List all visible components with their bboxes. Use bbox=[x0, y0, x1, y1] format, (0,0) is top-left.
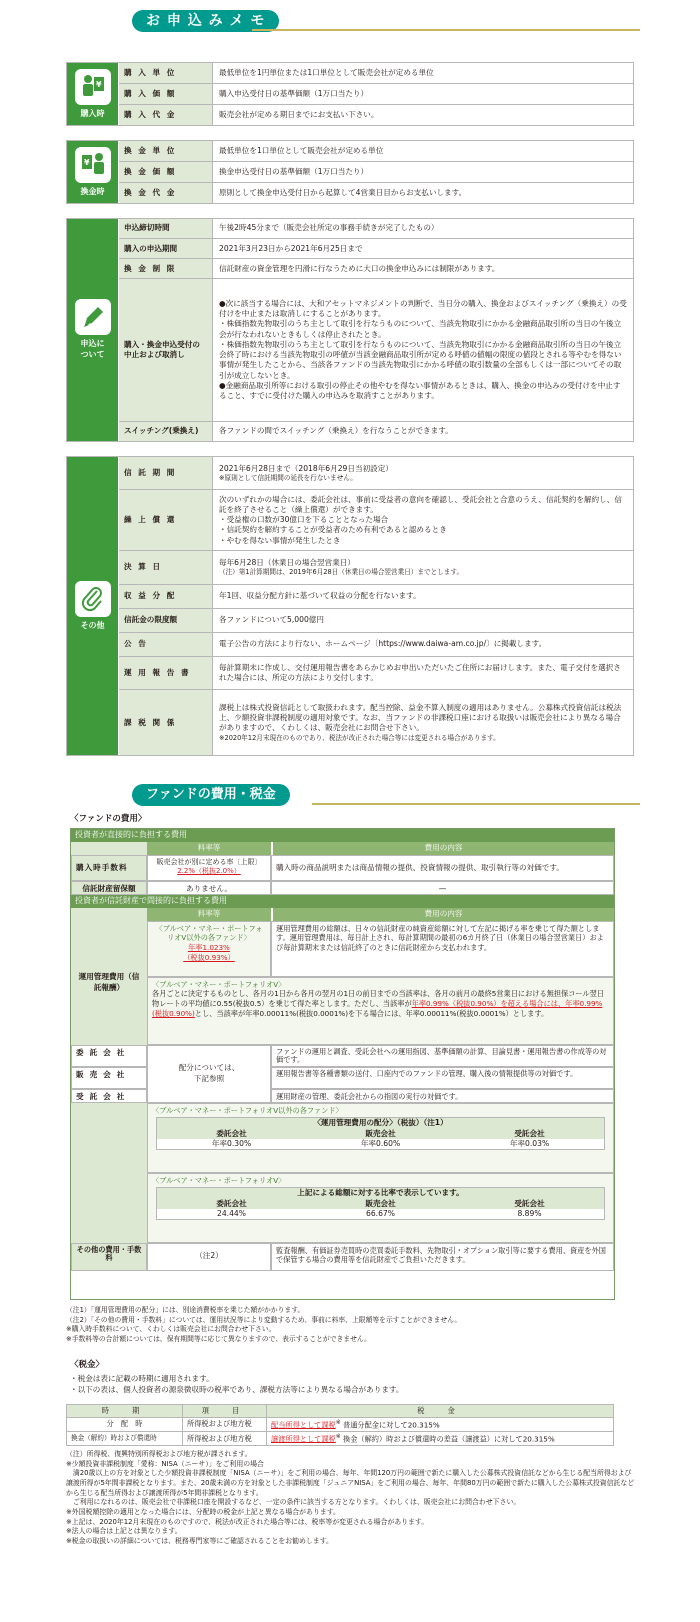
row-value-text: 次のいずれかの場合には、委託会社は、事前に受益者の意向を確認し、受託会社と合意のうえ、信託契約を解約し、信託を終了させること（繰上償還）ができます。 ・受益権の口数が30億口を下ることとなった場合 ・信託契約を解約することが受益者のため有利であると認めるとき ・やむを得ない事情が発生したとき bbox=[219, 494, 622, 545]
paperclip-icon bbox=[75, 581, 111, 617]
purchase-rows-row bbox=[119, 63, 633, 84]
row-value bbox=[213, 183, 633, 203]
row-value bbox=[213, 690, 633, 755]
other-fee-rate: （注2） bbox=[147, 1243, 271, 1271]
fee-notes bbox=[66, 1306, 636, 1344]
mgmt-b-cell bbox=[147, 977, 614, 1045]
redeem-rows-row bbox=[119, 183, 633, 203]
row-label: 運 用 報 告 書 bbox=[119, 657, 213, 689]
alloc-b-h3: 受託会社 bbox=[514, 1198, 545, 1208]
note-line: ※購入時手数料について、くわしくは販売会社にお問合わせ下さい。 bbox=[66, 1325, 276, 1334]
note-line: ※少額投資非課税制度「愛称：NISA（ニーサ）」をご利用の場合 bbox=[66, 1459, 264, 1468]
note-line: ※外国税額控除の適用となった場合には、分配時の税金が上記と異なる場合があります。 bbox=[66, 1507, 340, 1516]
retain-label: 信託財産留保額 bbox=[71, 881, 147, 895]
row-note: ※原則として信託期間の延長を行ないません。 bbox=[219, 473, 357, 482]
row-note: （注）第1計算期間は、2019年6月28日（休業日の場合翌営業日）までとします。 bbox=[219, 568, 464, 577]
other-side bbox=[67, 457, 119, 755]
row-label: 換 金 価 額 bbox=[119, 162, 213, 182]
note-line: ※上記は、2020年12月末現在のものですので、税法が改正された場合等には、税率等が変更される場合があります。 bbox=[66, 1517, 429, 1526]
mgmt-b-content1: 各月ごとに決定するものとし、各月の1日から各月の翌月の1日の前日までの当該率は、各月の前月の最終5営業日における無担保コール翌日物レートの平均値に0.55(税抜0.5）を乗じて得た率とします。ただし、当該率が bbox=[152, 989, 605, 1009]
alloc-b-box bbox=[147, 1173, 614, 1243]
row-value bbox=[213, 490, 633, 550]
buy-fee-content: 購入時の商品説明または商品情報の提供、投資情報の提供、取引執行等の対価です。 bbox=[271, 855, 614, 881]
tax-text-1: 普通分配金に対して20.315% bbox=[343, 1420, 440, 1430]
tax-head-when: 時 期 bbox=[67, 1405, 183, 1418]
alloc-b-v1: 24.44% bbox=[217, 1208, 246, 1218]
apply-block bbox=[66, 218, 634, 442]
alloc-a-v3: 年率0.03% bbox=[509, 1138, 550, 1148]
row-value-text: 原則として換金申込受付日から起算して4営業日目からお支払いします。 bbox=[219, 187, 467, 197]
purchase-side-label: 購入時 bbox=[80, 108, 105, 118]
row-value-text: 2021年6月28日まで（2018年6月29日当初設定） bbox=[219, 463, 393, 473]
note-line: ※税金の取扱いの詳細については、税務専門家等にご確認されることをお勧めします。 bbox=[66, 1536, 333, 1545]
alloc-b-v3: 8.89% bbox=[517, 1208, 542, 1218]
row-note: ※2020年12月末現在のものであり、税法が改正された場合等には変更される場合があります。 bbox=[219, 733, 500, 742]
row-value-text: 最低単位を1円単位または1口単位として販売会社が定める単位 bbox=[219, 67, 434, 77]
fees-title: ファンドの費用・税金 bbox=[132, 784, 290, 806]
row-label: 課 税 関 係 bbox=[119, 690, 213, 755]
other-rows-row bbox=[119, 690, 633, 755]
purchase-icon bbox=[75, 69, 111, 105]
tax-text-2: 換金（解約）時および償還時の差益（譲渡益）に対して20.315% bbox=[343, 1434, 555, 1444]
alloc-b-title: 上記による総額に対する比率で表示しています。 bbox=[157, 1188, 604, 1198]
redeem-side bbox=[67, 141, 119, 203]
row-label: 換 金 代 金 bbox=[119, 183, 213, 203]
row-value-text: 購入申込受付日の基準価額（1万口当たり） bbox=[219, 88, 369, 98]
memo-title-row bbox=[132, 10, 700, 34]
row-label: 購 入 単 位 bbox=[119, 63, 213, 83]
apply-side-label-2: ついて bbox=[80, 350, 105, 359]
other-rows bbox=[119, 457, 633, 755]
other-rows-row bbox=[119, 551, 633, 584]
fees-title-row bbox=[132, 784, 700, 808]
row-label: 換 金 単 位 bbox=[119, 141, 213, 161]
other-rows-row bbox=[119, 490, 633, 551]
row-value-text: 年1回、収益分配方針に基づいて収益の分配を行ないます。 bbox=[219, 591, 421, 601]
retain-content: — bbox=[271, 881, 614, 895]
alloc-a-h1: 委託会社 bbox=[216, 1128, 247, 1138]
apply-rows-row bbox=[119, 219, 633, 239]
purchase-rows-row bbox=[119, 105, 633, 125]
row-label: 信託金の限度額 bbox=[119, 609, 213, 632]
alloc-a-v1: 年率0.30% bbox=[211, 1138, 252, 1148]
note-line: （注2）「その他の費用・手数料」については、運用状況等により変動するため、事前に料率、上限額等を示すことができません。 bbox=[66, 1315, 462, 1324]
row-value-text: 各ファンドについて5,000億円 bbox=[219, 615, 324, 625]
note-line: （注1）「運用管理費用の配分」には、別途消費税率を乗じた額がかかります。 bbox=[66, 1306, 305, 1314]
note-line: ・税金は表に記載の時期に適用されます。 bbox=[70, 1374, 214, 1383]
apply-side bbox=[67, 219, 119, 441]
fee-table bbox=[70, 828, 615, 1300]
row-value bbox=[213, 162, 633, 182]
col-content-header-2: 費用の内容 bbox=[273, 908, 614, 921]
row-label: 収 益 分 配 bbox=[119, 585, 213, 608]
row-value bbox=[213, 551, 633, 583]
seller-content: 運用報告書等各種書類の送付、口座内でのファンドの管理、購入後の情報提供等の対価です。 bbox=[271, 1067, 614, 1089]
mgmt-a-name: 〈ブルベア・マネー・ポートフォリオV以外の各ファンド〉 bbox=[155, 923, 263, 943]
tax-title: 〈税金〉 bbox=[70, 1360, 105, 1370]
other-block bbox=[66, 456, 634, 756]
trustor-label: 委託会社 bbox=[71, 1045, 147, 1067]
mgmt-a-rate1: 年率1.023% bbox=[188, 943, 230, 953]
row-value bbox=[213, 633, 633, 656]
tax-head-item: 項 目 bbox=[183, 1405, 267, 1418]
note-line: 満20歳以上の方を対象とした少額投資非課税制度「NISA（ニーサ）」をご利用の場合、毎年、年間120万円の範囲で新たに購入した公募株式投資信託などから生じる配当所得および譲渡所得が5年間非課税となります。また、20歳未満の方を対象とした非課税制度「ジュニアNISA」をご利用の場合、毎年、年間80万円の範囲で新たに購入した公募株式投資信託などから生じる配当所得および譲渡所得が5年間非課税となります。 bbox=[66, 1469, 635, 1497]
row-value-text: 最低単位を1口単位として販売会社が定める単位 bbox=[219, 145, 384, 155]
tax-sup-2: ※ bbox=[335, 1432, 341, 1440]
row-value-text: 各ファンドの間でスイッチング（乗換え）を行なうことができます。 bbox=[219, 426, 453, 436]
other-fee-content: 監査報酬、有価証券売買時の売買委託手数料、先物取引・オプション取引等に要する費用、資産を外国で保管する場合の費用等を信託財産でご負担いただきます。 bbox=[271, 1243, 614, 1271]
note-line: ご利用になれるのは、販売会社で非課税口座を開設するなど、一定の条件に該当する方となります。くわしくは、販売会社にお問合わせ下さい。 bbox=[66, 1498, 521, 1507]
row-label: 信 託 期 間 bbox=[119, 457, 213, 489]
row-value-text: 毎年6月28日（休業日の場合翌営業日） bbox=[219, 557, 355, 567]
redeem-rows-row bbox=[119, 141, 633, 162]
trustor-content: ファンドの運用と調査、受託会社への運用指図、基準価額の計算、目論見書・運用報告書の作成等の対価です。 bbox=[271, 1045, 614, 1067]
alloc-note bbox=[147, 1045, 271, 1103]
note-line: ※手数料等の合計額については、保有期間等に応じて異なりますので、表示することができません。 bbox=[66, 1334, 371, 1343]
note-line: ※法人の場合は上記とは異なります。 bbox=[66, 1527, 182, 1536]
col-rate-header: 料率等 bbox=[147, 842, 271, 855]
tax-notes bbox=[66, 1450, 636, 1547]
row-label: 決 算 日 bbox=[119, 551, 213, 583]
apply-rows-row bbox=[119, 239, 633, 259]
mgmt-b-name: 〈ブルベア・マネー・ポートフォリオV〉 bbox=[152, 979, 286, 989]
alloc-b-h2: 販売会社 bbox=[365, 1198, 396, 1208]
row-value bbox=[213, 457, 633, 489]
other-rows-row bbox=[119, 633, 633, 657]
row-value-text: 課税上は株式投資信託として取扱われます。配当控除、益金不算入制度の適用はありません。公募株式投資信託は税法上、少額投資非課税制度の適用対象です。なお、当ファンドの非課税口座における取扱いは販売会社により異なる場合がありますので、くわしくは、販売会社にお問合せ下さい。 bbox=[219, 702, 622, 733]
seller-label: 販売会社 bbox=[71, 1067, 147, 1089]
mgmt-b-content2: とし、当該率が年率0.00011%(税抜0.0001%)を下る場合には、年率0.00011%(税抜0.0001%）とします。 bbox=[194, 1008, 549, 1018]
row-value-text: 午後2時45分まで（販売会社所定の事務手続きが完了したもの） bbox=[219, 223, 439, 233]
purchase-block bbox=[66, 62, 634, 126]
redeem-icon bbox=[75, 147, 111, 183]
note-line: ・以下の表は、個人投資者の源泉徴収時の税率であり、課税方法等により異なる場合があります。 bbox=[70, 1384, 404, 1394]
row-value bbox=[213, 239, 633, 258]
row-value-text: 換金申込受付日の基準価額（1万口当たり） bbox=[219, 166, 369, 176]
other-rows-row bbox=[119, 585, 633, 609]
mgmt-label: 運用管理費用（信託報酬） bbox=[78, 972, 140, 992]
row-value-text: 信託財産の資金管理を円滑に行なうために大口の換金申込みには制限があります。 bbox=[219, 263, 500, 273]
tax-item-1: 所得税および地方税 bbox=[183, 1417, 267, 1431]
row-value-text: 販売会社が定める期日までにお支払い下さい。 bbox=[219, 109, 379, 119]
tax-when-1: 分 配 時 bbox=[67, 1417, 183, 1431]
alloc-b-h1: 委託会社 bbox=[216, 1198, 247, 1208]
row-value bbox=[213, 279, 633, 421]
apply-rows-row bbox=[119, 279, 633, 422]
alloc-b-v2: 66.67% bbox=[366, 1208, 395, 1218]
alloc-note-2: 下記参照 bbox=[193, 1073, 225, 1083]
row-value bbox=[213, 105, 633, 125]
row-label: 購 入 代 金 bbox=[119, 105, 213, 125]
alloc-note-1: 配分については、 bbox=[178, 1063, 240, 1073]
other-rows-row bbox=[119, 609, 633, 633]
other-rows-row bbox=[119, 657, 633, 690]
direct-bar: 投資者が直接的に負担する費用 bbox=[71, 829, 614, 842]
alloc-b-name: 〈ブルベア・マネー・ポートフォリオV〉 bbox=[152, 1175, 286, 1185]
other-fee-label: その他の費用・手数料 bbox=[71, 1243, 147, 1271]
buy-fee-label: 購入時手数料 bbox=[71, 855, 147, 881]
trustee-label: 受託会社 bbox=[71, 1089, 147, 1103]
row-value bbox=[213, 585, 633, 608]
row-label: 繰 上 償 還 bbox=[119, 490, 213, 550]
redeem-block bbox=[66, 140, 634, 204]
row-value bbox=[213, 259, 633, 278]
retain-rate: ありません。 bbox=[147, 881, 271, 895]
row-value-text: ●次に該当する場合には、大和アセットマネジメントの判断で、当日分の購入、換金およびスイッチング（乗換え）の受付けを中止または取消しにすることがあります。 ・株価指数先物取引のうち主として取引を行なうものについて、当該先物取引にかかる金融商品取引所の当日の午後立会が行なわれないときもしくは停止されたとき。 ・株価指数先物取引のうち主として取引を行なうものについて、当該先物取引にかかる金融商品取引所の当日の午後立会終了時における当該先物取引の呼値が当該金融商品取引所が定める呼値の値幅の限度の値段とされる等やむを得ない事情が発生したことから、当該各ファンドの当該先物取引にかかる呼値の取引数量の全部もしくは一部についてその取引が成立しないとき。 ●金融商品取引所等における取引の停止その他やむを得ない事情があるときは、購入、換金の申込みの受付けを中止すること、すでに受付けた購入の申込みを取消すことがあります。 bbox=[219, 298, 627, 401]
buy-fee-rate-text: 販売会社が別に定める率〔上限〕 bbox=[156, 857, 262, 866]
tax-bullets bbox=[70, 1374, 640, 1395]
tax-table bbox=[66, 1404, 614, 1446]
row-label: 購入の申込期間 bbox=[119, 239, 213, 258]
note-line: （注）所得税、復興特別所得税および地方税が課されます。 bbox=[66, 1450, 252, 1458]
row-value bbox=[213, 84, 633, 104]
tax-red-1: 配当所得として課税 bbox=[271, 1420, 336, 1430]
memo-title: お 申 込 み メ モ bbox=[132, 10, 279, 32]
purchase-rows-row bbox=[119, 84, 633, 105]
col-rate-header-2: 料率等 bbox=[147, 908, 271, 921]
mgmt-left bbox=[71, 921, 147, 1243]
row-label: 申込締切時間 bbox=[119, 219, 213, 238]
row-value-text: 2021年3月23日から2021年6月25日まで bbox=[219, 243, 363, 253]
other-side-label: その他 bbox=[80, 620, 105, 630]
buy-fee-rate bbox=[147, 855, 271, 881]
row-label: スイッチング(乗換え) bbox=[119, 422, 213, 441]
alloc-a-v2: 年率0.60% bbox=[360, 1138, 401, 1148]
indirect-bar: 投資者が信託財産で間接的に負担する費用 bbox=[71, 895, 614, 908]
other-rows-row bbox=[119, 457, 633, 490]
col-content-header: 費用の内容 bbox=[273, 842, 614, 855]
purchase-side bbox=[67, 63, 119, 125]
tax-sup-1: ※ bbox=[335, 1418, 341, 1426]
mgmt-a-rate-cell bbox=[147, 921, 271, 977]
tax-head-tax: 税 金 bbox=[267, 1405, 614, 1418]
apply-rows bbox=[119, 219, 633, 441]
alloc-a-h3: 受託会社 bbox=[514, 1128, 545, 1138]
tax-value-2 bbox=[267, 1431, 614, 1445]
redeem-rows-row bbox=[119, 162, 633, 183]
row-value bbox=[213, 141, 633, 161]
row-value bbox=[213, 219, 633, 238]
alloc-a-name: 〈ブルベア・マネー・ポートフォリオV以外の各ファンド〉 bbox=[152, 1105, 343, 1115]
apply-rows-row bbox=[119, 259, 633, 279]
mgmt-b-red: 年率0.99%（税抜0.90%）を超える場合には、年率0.99%(税抜0.90%) bbox=[152, 999, 603, 1018]
fund-cost-title: 〈ファンドの費用〉 bbox=[70, 814, 147, 824]
row-label: 公 告 bbox=[119, 633, 213, 656]
svg-text:¥: ¥ bbox=[83, 157, 90, 167]
alloc-a-title: 〈運用管理費用の配分〉（税抜）（注1） bbox=[157, 1118, 604, 1128]
tax-red-2: 譲渡所得として課税 bbox=[271, 1434, 336, 1444]
apply-rows-row bbox=[119, 422, 633, 441]
mgmt-a-rate2: （税抜0.93%） bbox=[183, 952, 235, 962]
mgmt-a-content: 運用管理費用の総額は、日々の信託財産の純資産総額に対して左記に掲げる率を乗じて得た額とします。運用管理費用は、毎日計上され、毎計算期間の最初の6カ月終了日（休業日の場合翌営業日）および毎計算期末または信託終了のときに信託財産から支払われます。 bbox=[271, 921, 614, 977]
tax-value-1 bbox=[267, 1417, 614, 1431]
purchase-rows bbox=[119, 63, 633, 125]
row-value bbox=[213, 63, 633, 83]
row-value-text: 毎計算期末に作成し、交付運用報告書をあらかじめお申出いただいたご住所にお届けします。また、電子交付を選択された場合には、所定の方法により交付します。 bbox=[219, 662, 621, 683]
row-label: 購入・換金申込受付の中止および取消し bbox=[119, 279, 213, 421]
pen-icon bbox=[75, 299, 111, 335]
row-value-text: 電子公告の方法により行ない、ホームページ〔https://www.daiwa-am.co.jp/〕に掲載します。 bbox=[219, 639, 547, 649]
redeem-side-label: 換金時 bbox=[80, 186, 105, 196]
svg-text:¥: ¥ bbox=[95, 79, 102, 89]
tax-item-2: 所得税および地方税 bbox=[183, 1431, 267, 1445]
buy-fee-rate-red: 2.2%（税抜2.0%） bbox=[177, 867, 241, 876]
row-value bbox=[213, 609, 633, 632]
apply-side-label-1: 申込に bbox=[80, 339, 105, 349]
alloc-a-h2: 販売会社 bbox=[365, 1128, 396, 1138]
row-value bbox=[213, 657, 633, 689]
tax-when-2: 換金（解約）時および償還時 bbox=[67, 1431, 183, 1445]
trustee-content: 運用財産の管理、委託会社からの指図の実行の対価です。 bbox=[271, 1089, 614, 1103]
row-label: 購 入 価 額 bbox=[119, 84, 213, 104]
row-value bbox=[213, 422, 633, 441]
redeem-rows bbox=[119, 141, 633, 203]
row-label: 換 金 制 限 bbox=[119, 259, 213, 278]
alloc-a-box bbox=[147, 1103, 614, 1173]
